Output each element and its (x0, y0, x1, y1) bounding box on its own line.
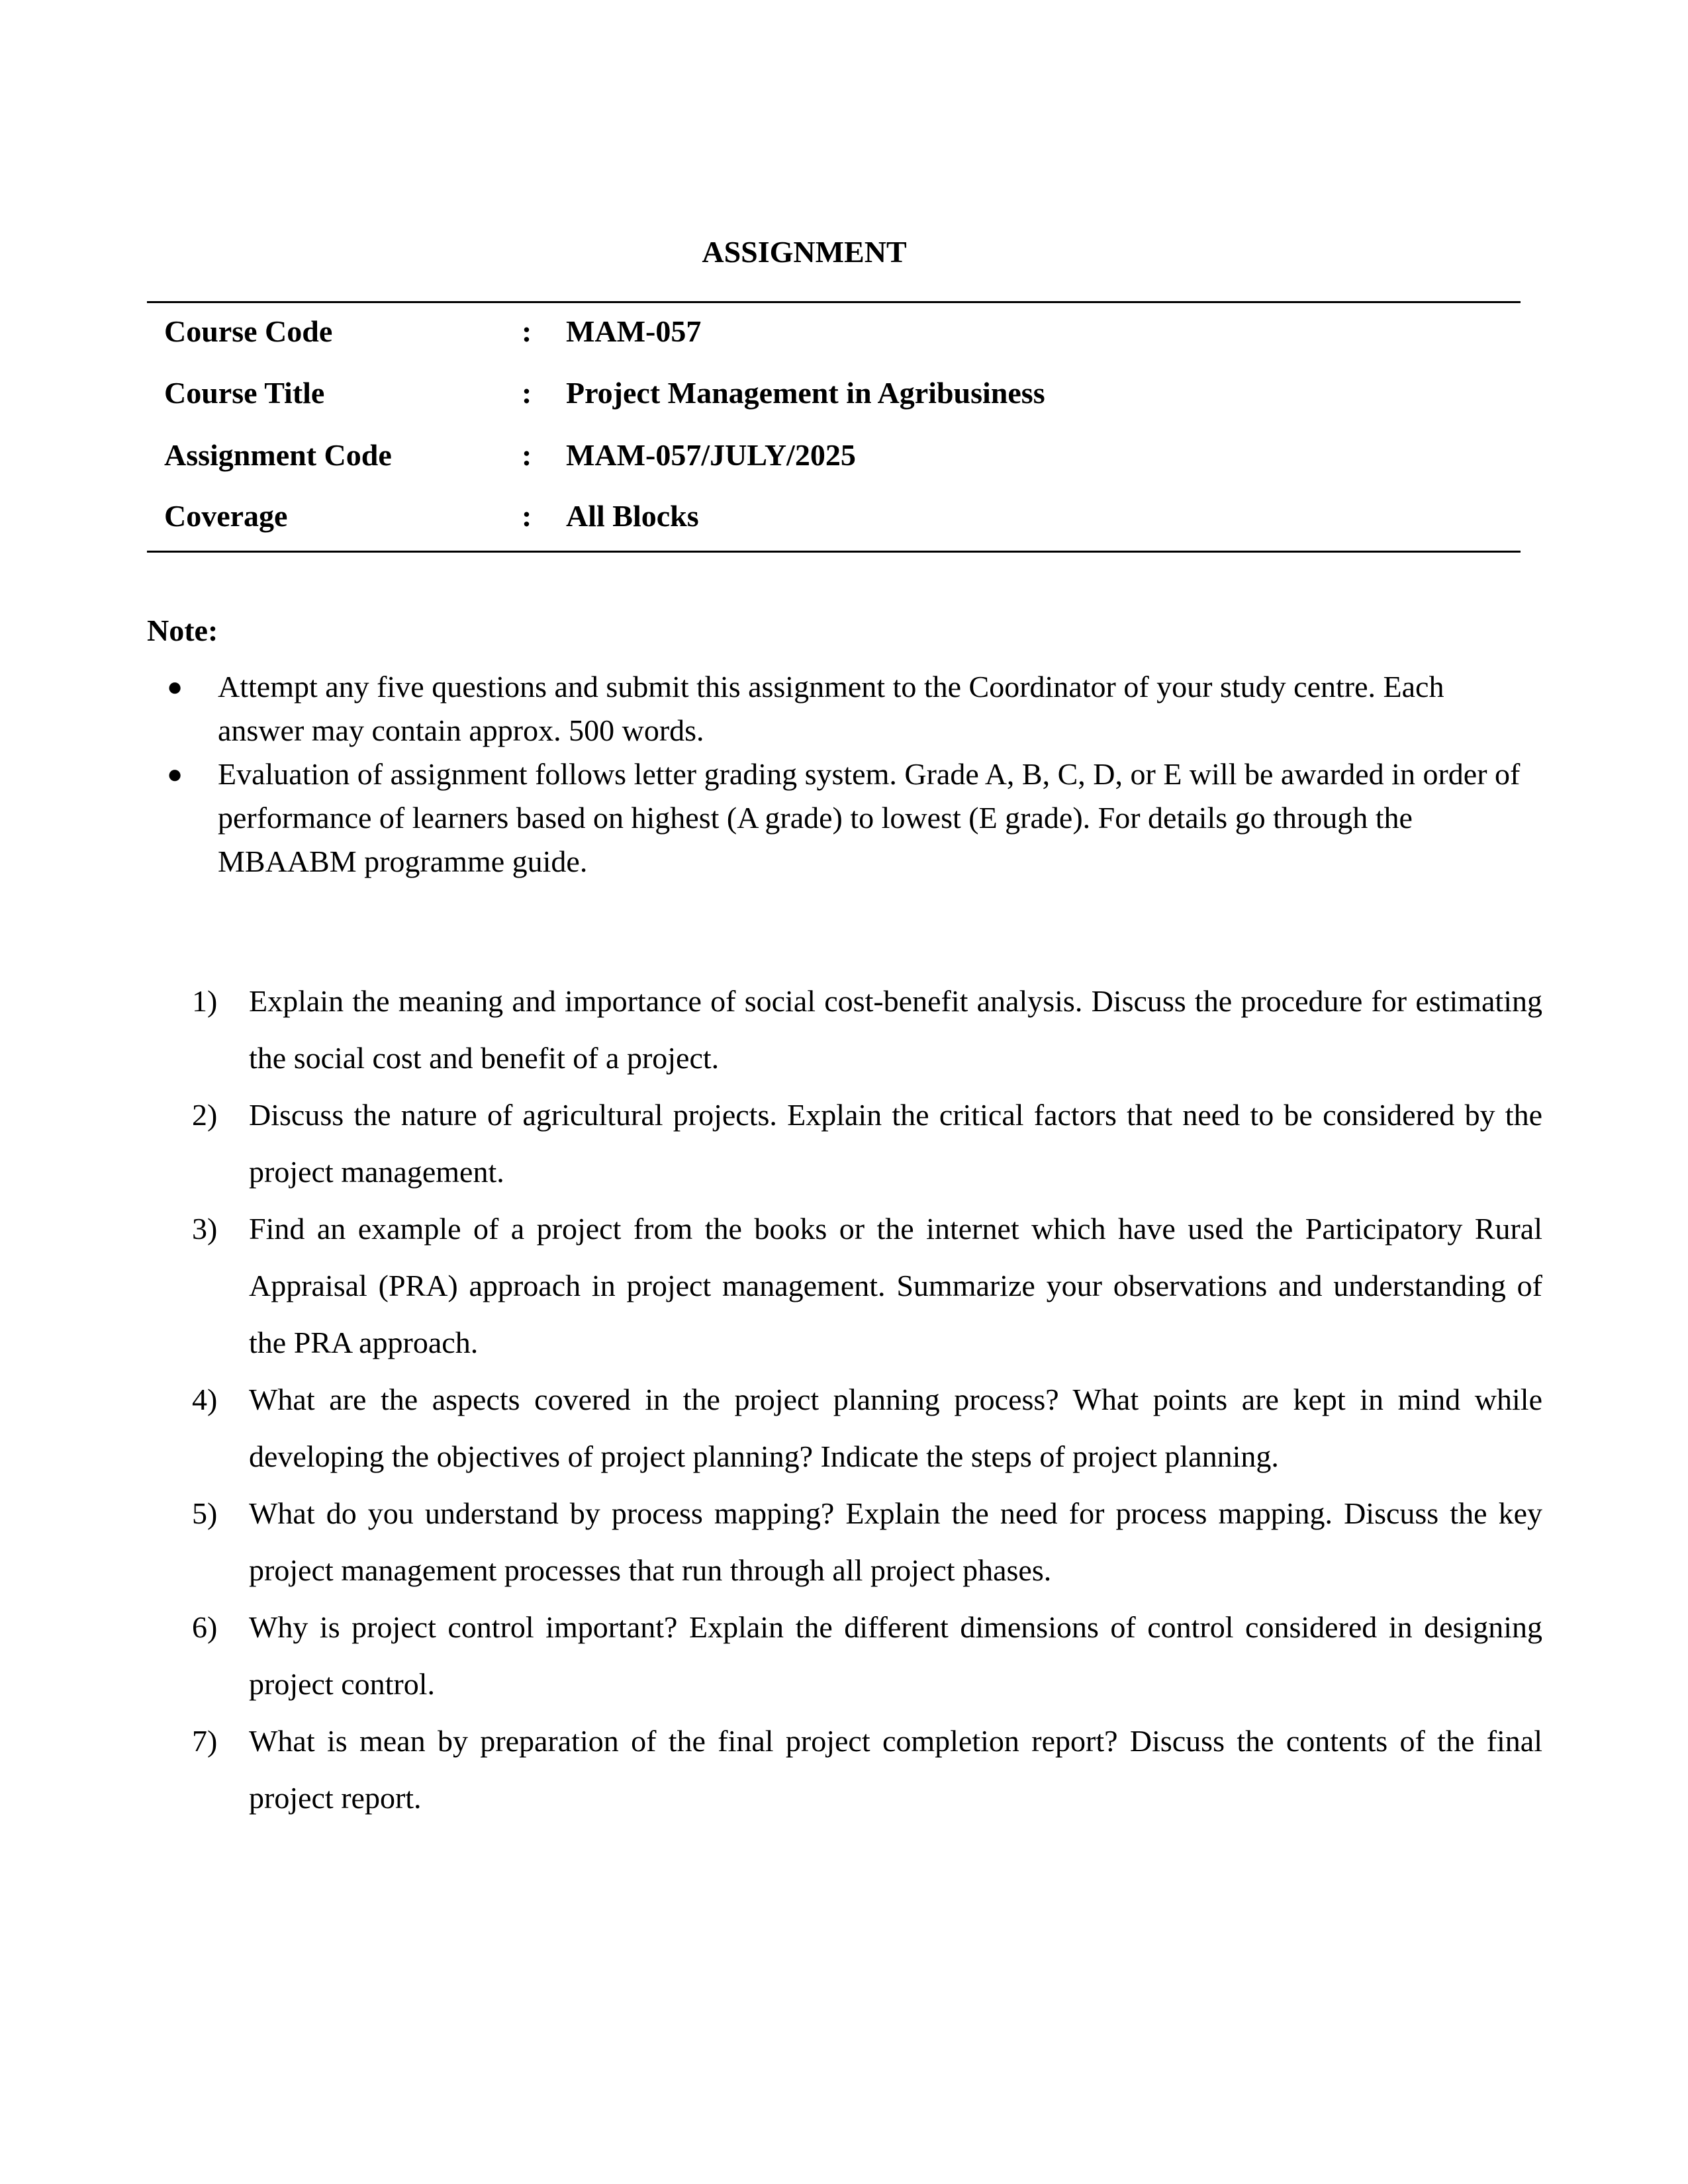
question-item (192, 1371, 1542, 1485)
course-code-label: Course Code (164, 314, 333, 348)
question-item (192, 1201, 1542, 1371)
page-title: ASSIGNMENT (702, 235, 907, 269)
question-text: Find an example of a project from the books or the internet which have used the Participatory Rural Appraisal (PRA) approach in project management. Summarize your observations and understanding of the PRA approach. (249, 1212, 1542, 1359)
coverage-label: Coverage (164, 499, 288, 533)
question-number: 5) (192, 1496, 218, 1530)
bullet-icon: ● (167, 759, 183, 789)
course-title-value: Project Management in Agribusiness (566, 376, 1045, 410)
info-row-assignment-code (164, 433, 1501, 477)
info-row-course-code (164, 310, 1501, 353)
assignment-code-value: MAM-057/JULY/2025 (566, 438, 856, 472)
course-code-value: MAM-057 (566, 314, 702, 348)
note-item (147, 752, 1524, 884)
note-heading: Note: (147, 614, 218, 647)
info-row-coverage (164, 494, 1501, 538)
question-number: 6) (192, 1610, 218, 1644)
question-number: 3) (192, 1212, 218, 1246)
question-item (192, 1599, 1542, 1713)
question-text: What is mean by preparation of the final project completion report? Discuss the contents of the final project report. (249, 1724, 1542, 1815)
question-number: 4) (192, 1383, 218, 1416)
bullet-icon: ● (167, 672, 183, 702)
question-item (192, 1087, 1542, 1201)
question-number: 1) (192, 984, 218, 1018)
top-divider (147, 301, 1521, 303)
course-code-colon: : (522, 314, 532, 348)
question-item (192, 973, 1542, 1087)
question-text: Discuss the nature of agricultural projects. Explain the critical factors that need to be considered by the project management. (249, 1098, 1542, 1189)
question-number: 7) (192, 1724, 218, 1758)
question-item (192, 1713, 1542, 1827)
question-item (192, 1485, 1542, 1599)
note-list (147, 665, 1524, 884)
coverage-value: All Blocks (566, 499, 699, 533)
info-row-course-title (164, 371, 1501, 415)
note-text: Attempt any five questions and submit this assignment to the Coordinator of your study centre. Each answer may contain approx. 500 words. (218, 670, 1444, 747)
note-item (147, 665, 1524, 752)
note-text: Evaluation of assignment follows letter grading system. Grade A, B, C, D, or E will be awarded in order of performance of learners based on highest (A grade) to lowest (E grade). For details go through the MBAABM programme guide. (218, 757, 1521, 878)
question-text: What do you understand by process mapping? Explain the need for process mapping. Discuss the key project management processes that run through all project phases. (249, 1496, 1542, 1587)
course-title-label: Course Title (164, 376, 325, 410)
course-title-colon: : (522, 376, 532, 410)
question-list (192, 973, 1542, 1827)
question-text: Why is project control important? Explain the different dimensions of control considered in designing project control. (249, 1610, 1542, 1701)
assignment-code-label: Assignment Code (164, 438, 392, 472)
question-text: What are the aspects covered in the project planning process? What points are kept in mind while developing the objectives of project planning? Indicate the steps of project planning. (249, 1383, 1542, 1473)
question-number: 2) (192, 1098, 218, 1132)
assignment-code-colon: : (522, 438, 532, 472)
bottom-divider (147, 551, 1521, 553)
question-text: Explain the meaning and importance of social cost-benefit analysis. Discuss the procedure for estimating the social cost and benefit of a project. (249, 984, 1542, 1075)
coverage-colon: : (522, 499, 532, 533)
